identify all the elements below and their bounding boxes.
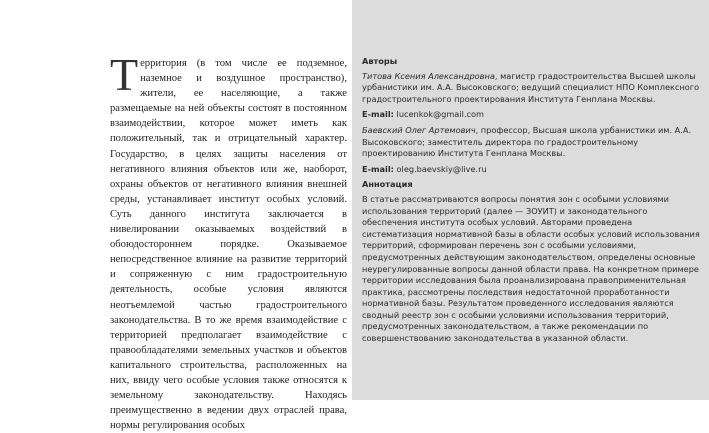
author2-desc: , профессор, Высшая школа урбанистики им. А.А. Высоковского; заместитель директора по градостроительному проектированию Института Генплана Москвы.: [362, 124, 692, 159]
author1-email[interactable]: lucenkok@gmail.com: [396, 109, 484, 120]
abstract-text: В статье рассматриваются вопросы понятия зон с особыми условиями использования территорий (далее — ЗОУИТ) и законодательного обеспечения института особых условий. Авторами проведена систематизация нормативной базы в области особых условий использования территорий, сформирован перечень зон с особыми условиями, предусмотренных действующим законодательством, определены основные неурегулированные вопросы данной области права. На конкретном примере территории исследования была проанализирована правоприменительная практика, рассмотрены последствия недостаточной проработанности нормативной базы. Результатом проведенного исследования являются сводный реестр зон с особыми условиями использования территорий, предусмотренных законодательством, а также рекомендации по совершенствованию законодательства в указанной области.: [362, 193, 700, 344]
author1-info: [362, 71, 704, 106]
authors-heading: Авторы: [362, 56, 398, 66]
author2-info: [362, 125, 704, 160]
article-body-text: ерритория (в том числе ее подземное, наземное и воздушное пространство), жители, ее населяющие, а также размещаемые на ней объекты состоят в постоянном взаимодействии, которое может иметь как положительный, так и отрицательный характер. Государство, в целях защиты населения от негативного влияния объектов или же, наоборот, охраны объектов от негативного влияния внешней среды, устанавливает институт особых условий. Суть данного института заключается в нивелировании оказываемых воздействий в обоюдостороннем порядке. Оказываемое непосредственное влияние на развитие территорий и сопряженную с ним градостроительную деятельность, особые условия являются неотъемлемой частью градостроительного законодательства. В то же время взаимодействие с территорией предполагает взаимодействие с правообладателями земельных участков и объектов капитального строительства, расположенных на них, ввиду чего особые условия также относятся к земельному законодательству. Находясь преимущественно в ведении двух отраслей права, нормы регулирования особых: [110, 58, 347, 432]
author2-name: Баевский Олег Артемович: [362, 124, 476, 135]
author1-email-line: [362, 109, 704, 121]
drop-cap: Т: [110, 49, 139, 100]
author2-email-label: E-mail:: [362, 163, 394, 174]
author2-email[interactable]: oleg.baevskiy@live.ru: [396, 163, 487, 174]
author1-email-label: E-mail:: [362, 109, 394, 120]
author2-email-line: [362, 164, 704, 176]
abstract-heading: Аннотация: [362, 179, 413, 190]
info-sidebar: [352, 0, 709, 400]
article-body: [110, 49, 347, 433]
author1-desc: , магистр градостроительства Высшей школы урбанистики им. А.А. Высоковского; ведущий специалист НПО Комплексного градостроительного проектирования Института Генплана Москвы.: [362, 70, 700, 104]
author1-name: Титова Ксения Александровна: [362, 70, 495, 81]
